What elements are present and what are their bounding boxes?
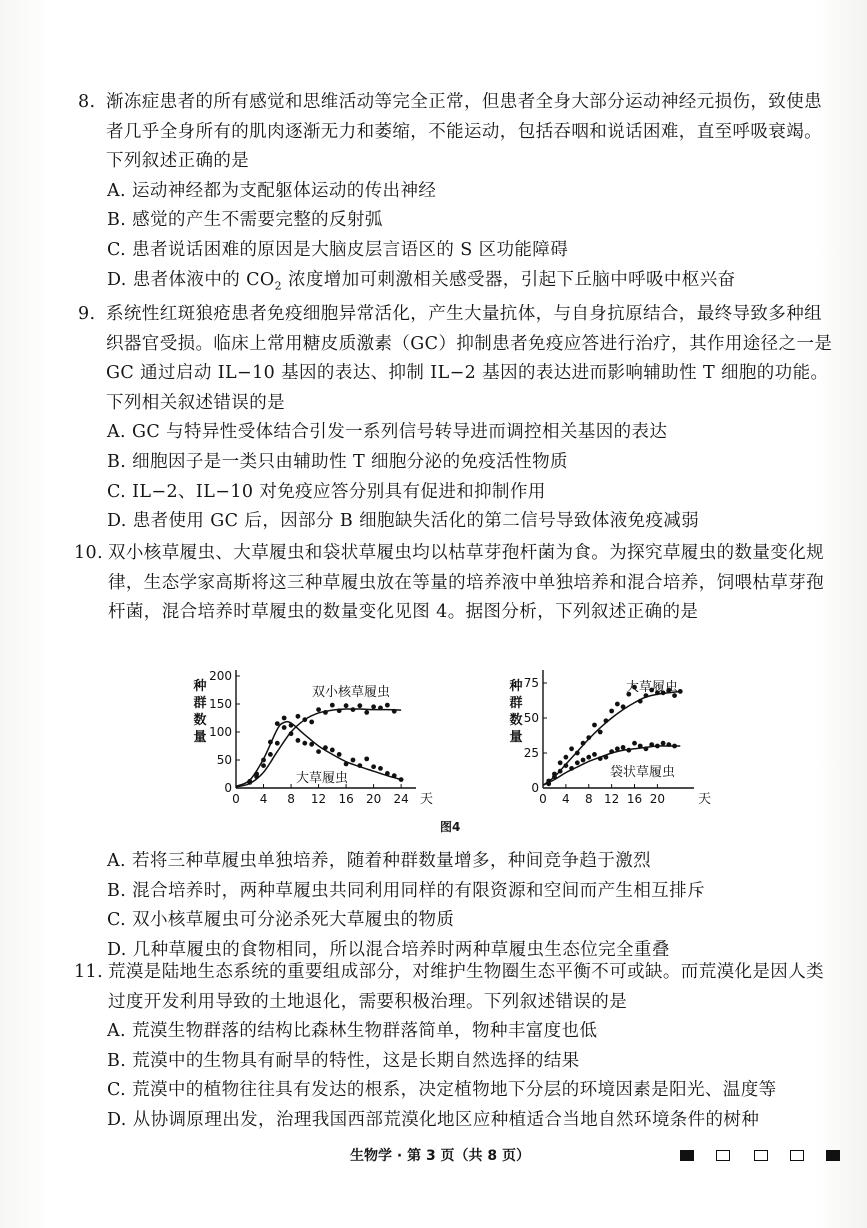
question-11-option-d: D. 从协调原理出发，治理我国西部荒漠化地区应种植适合当地自然环境条件的树种 xyxy=(107,1109,760,1130)
data-point xyxy=(581,741,586,746)
question-9-option-c: C. IL−2、IL−10 对免疫应答分别具有促进和抑制作用 xyxy=(107,481,546,502)
data-point xyxy=(268,740,273,745)
marker-square-hollow xyxy=(716,1150,730,1161)
question-9-number: 9. xyxy=(78,304,96,324)
x-tick-label: 4 xyxy=(562,792,570,806)
data-point xyxy=(638,699,643,704)
question-9-option-a: A. GC 与特异性受体结合引发一系列信号转导进而调控相关基因的表达 xyxy=(107,422,668,443)
data-point xyxy=(357,703,362,708)
question-11-option-c: C. 荒漠中的植物往往具有发达的根系，决定植物地下分层的环境因素是阳光、温度等 xyxy=(107,1080,777,1101)
data-point xyxy=(357,763,362,768)
y-axis-label-char: 种 xyxy=(509,679,523,694)
data-point xyxy=(282,725,287,730)
y-axis-label-char: 量 xyxy=(193,730,207,745)
question-8 xyxy=(78,88,838,301)
data-point xyxy=(399,777,404,782)
figure-4 xyxy=(186,658,716,838)
question-8-stem xyxy=(78,88,838,177)
question-8-option-b: B. 感觉的产生不需要完整的反射弧 xyxy=(107,210,383,231)
data-point xyxy=(302,741,307,746)
data-point xyxy=(296,714,301,719)
series-label: 大草履虫 xyxy=(296,771,349,786)
y-axis-label-char: 群 xyxy=(509,696,523,711)
data-point xyxy=(598,730,603,735)
x-tick-label: 16 xyxy=(338,792,354,806)
data-point xyxy=(309,742,314,747)
question-8-option-d xyxy=(78,266,838,301)
data-point xyxy=(364,710,369,715)
question-11-stem xyxy=(74,958,838,1017)
x-tick-label: 4 xyxy=(259,792,268,806)
marker-square-filled xyxy=(680,1150,694,1161)
data-point xyxy=(392,709,397,714)
question-11-number: 11. xyxy=(74,962,104,982)
data-point xyxy=(609,709,614,714)
data-point xyxy=(323,745,328,750)
data-point xyxy=(316,707,321,712)
y-tick-label: 100 xyxy=(209,725,232,739)
x-tick-label: 12 xyxy=(310,792,327,806)
question-9-text: 系统性红斑狼疮患者免疫细胞异常活化，产生大量抗体，与自身抗原结合，最终导致多种组织器官受损。临床上常用糖皮质激素（GC）抑制患者免疫应答进行治疗，其作用途径之一是 GC 通过启动 IL−10 基因的表达、抑制 IL−2 基因的表达进而影响辅助性 T 细胞的功能。下列相关叙述错误的是 xyxy=(106,304,833,413)
data-point xyxy=(575,760,580,765)
y-tick-label: 150 xyxy=(209,697,232,711)
data-point xyxy=(330,748,335,753)
data-point xyxy=(344,703,349,708)
data-point xyxy=(586,755,591,760)
x-tick-label: 16 xyxy=(626,792,643,806)
data-point xyxy=(392,773,397,778)
question-8-text: 渐冻症患者的所有感觉和思维活动等完全正常，但患者全身大部分运动神经元损伤，致使患者几乎全身所有的肌肉逐渐无力和萎缩，不能运动，包括吞咽和说话困难，直至呼吸衰竭。下列叙述正确的是 xyxy=(106,92,822,172)
data-point xyxy=(261,763,266,768)
data-point xyxy=(309,720,314,725)
data-point xyxy=(371,764,376,769)
data-point xyxy=(609,749,614,754)
question-10-option-d: D. 几种草履虫的食物相同，所以混合培养时两种草履虫生态位完全重叠 xyxy=(107,939,670,960)
data-point xyxy=(302,717,307,722)
data-point xyxy=(261,758,266,763)
data-point xyxy=(575,751,580,756)
x-tick-label: 8 xyxy=(287,792,295,806)
chart-mixed-culture-2 xyxy=(506,658,712,818)
data-point xyxy=(247,779,252,784)
data-point xyxy=(552,774,557,779)
question-9-stem xyxy=(78,300,838,418)
data-point xyxy=(563,755,568,760)
data-point xyxy=(378,766,383,771)
question-9-option-d: D. 患者使用 GC 后，因部分 B 细胞缺失活化的第二信号导致体液免疫减弱 xyxy=(107,511,700,532)
y-axis-label-char: 数 xyxy=(193,713,207,728)
question-11-text: 荒漠是陆地生态系统的重要组成部分，对维护生物圈生态平衡不可或缺。而荒漠化是因人类过度开发利用导致的土地退化，需要积极治理。下列叙述错误的是 xyxy=(108,962,824,1012)
question-10-option-a: A. 若将三种草履虫单独培养，随着种群数量增多，种间竞争趋于激烈 xyxy=(107,851,652,871)
question-8-option-a: A. 运动神经都为支配躯体运动的传出神经 xyxy=(107,180,437,201)
data-point xyxy=(598,756,603,761)
co2-subscript: 2 xyxy=(274,279,283,293)
data-point xyxy=(586,735,591,740)
y-tick-label: 75 xyxy=(523,676,539,690)
question-11 xyxy=(74,958,838,1136)
y-tick-label: 25 xyxy=(523,746,539,760)
figure-caption: 图4 xyxy=(440,820,461,834)
x-axis-label: 天 xyxy=(420,792,434,807)
data-point xyxy=(644,746,649,751)
data-point xyxy=(678,689,683,694)
data-point xyxy=(649,742,654,747)
data-point xyxy=(661,741,666,746)
data-point xyxy=(581,758,586,763)
y-tick-label: 50 xyxy=(523,711,539,725)
option-d-suffix: 浓度增加可刺激相关感受器，引起下丘脑中呼吸中枢兴奋 xyxy=(282,269,736,290)
question-10-stem xyxy=(74,539,838,628)
data-point xyxy=(592,752,597,757)
page-footer: 生物学 · 第 3 页（共 8 页） xyxy=(350,1148,531,1164)
data-point xyxy=(604,755,609,760)
question-8-number: 8. xyxy=(78,92,96,112)
question-9 xyxy=(78,300,838,537)
data-point xyxy=(330,703,335,708)
question-10-number: 10. xyxy=(74,543,104,563)
question-9-option-b: B. 细胞因子是一类只由辅助性 T 细胞分泌的免疫活性物质 xyxy=(107,451,568,472)
data-point xyxy=(638,744,643,749)
data-point xyxy=(316,749,321,754)
data-point xyxy=(344,762,349,767)
x-tick-label: 24 xyxy=(393,792,409,806)
data-point xyxy=(563,763,568,768)
data-point xyxy=(546,781,551,786)
data-point xyxy=(666,742,671,747)
data-point xyxy=(289,731,294,736)
data-point xyxy=(385,771,390,776)
data-point xyxy=(296,738,301,743)
data-point xyxy=(275,741,280,746)
question-11-option-b: B. 荒漠中的生物具有耐旱的特性，这是长期自然选择的结果 xyxy=(107,1050,580,1071)
question-10 xyxy=(74,539,838,628)
data-point xyxy=(254,772,259,777)
data-point xyxy=(569,766,574,771)
data-point xyxy=(268,752,273,757)
x-tick-label: 20 xyxy=(365,792,382,806)
x-tick-label: 12 xyxy=(603,792,620,806)
x-tick-label: 0 xyxy=(539,792,547,806)
marker-square-hollow xyxy=(790,1150,804,1161)
question-11-option-a: A. 荒漠生物群落的结构比森林生物群落简单，物种丰富度也低 xyxy=(107,1021,598,1042)
y-axis-label-char: 种 xyxy=(193,679,207,694)
data-point xyxy=(351,707,356,712)
x-tick-label: 0 xyxy=(232,792,240,806)
y-axis-label-char: 群 xyxy=(193,696,207,711)
data-point xyxy=(621,704,626,709)
data-point xyxy=(371,704,376,709)
data-point xyxy=(282,716,287,721)
marker-square-hollow xyxy=(754,1150,768,1161)
x-tick-label: 8 xyxy=(584,792,593,806)
data-point xyxy=(364,756,369,761)
data-point xyxy=(337,752,342,757)
data-point xyxy=(615,702,620,707)
data-point xyxy=(558,769,563,774)
series-label: 双小核草履虫 xyxy=(312,685,391,700)
y-tick-label: 0 xyxy=(531,781,539,795)
data-point xyxy=(632,741,637,746)
option-d-prefix: D. 患者体液中的 CO xyxy=(107,269,275,290)
data-point xyxy=(558,760,563,765)
data-point xyxy=(672,744,677,749)
data-point xyxy=(604,718,609,723)
data-point xyxy=(323,710,328,715)
x-tick-label: 20 xyxy=(649,792,666,806)
y-tick-label: 0 xyxy=(224,781,232,795)
data-point xyxy=(275,721,280,726)
x-axis-label: 天 xyxy=(698,792,712,807)
question-10-option-c: C. 双小核草履虫可分泌杀死大草履虫的物质 xyxy=(107,910,455,931)
y-axis-label-char: 量 xyxy=(509,730,523,745)
chart-mixed-culture-1 xyxy=(186,658,436,818)
series-label: 大草履虫 xyxy=(626,680,679,695)
marker-square-filled xyxy=(826,1150,840,1161)
data-point xyxy=(385,703,390,708)
question-10-option-b: B. 混合培养时，两种草履虫共同利用同样的有限资源和空间而产生相互排斥 xyxy=(107,880,705,901)
data-point xyxy=(621,745,626,750)
scan-markers xyxy=(680,1150,860,1162)
question-10-text: 双小核草履虫、大草履虫和袋状草履虫均以枯草芽孢杆菌为食。为探究草履虫的数量变化规律，生态学家高斯将这三种草履虫放在等量的培养液中单独培养和混合培养，饲喂枯草芽孢杆菌，混合培养时草履虫的数量变化见图 4。据图分析，下列叙述正确的是 xyxy=(108,543,824,623)
data-point xyxy=(626,748,631,753)
data-point xyxy=(655,744,660,749)
data-point xyxy=(569,746,574,751)
data-point xyxy=(337,708,342,713)
data-point xyxy=(592,723,597,728)
question-10-options xyxy=(78,847,838,965)
y-tick-label: 50 xyxy=(216,753,232,767)
y-axis-label-char: 数 xyxy=(509,713,523,728)
series-label: 袋状草履虫 xyxy=(610,765,676,780)
data-point xyxy=(351,758,356,763)
data-point xyxy=(378,706,383,711)
question-8-option-c: C. 患者说话困难的原因是大脑皮层言语区的 S 区功能障碍 xyxy=(107,239,569,260)
y-tick-label: 200 xyxy=(209,669,232,683)
data-point xyxy=(615,746,620,751)
